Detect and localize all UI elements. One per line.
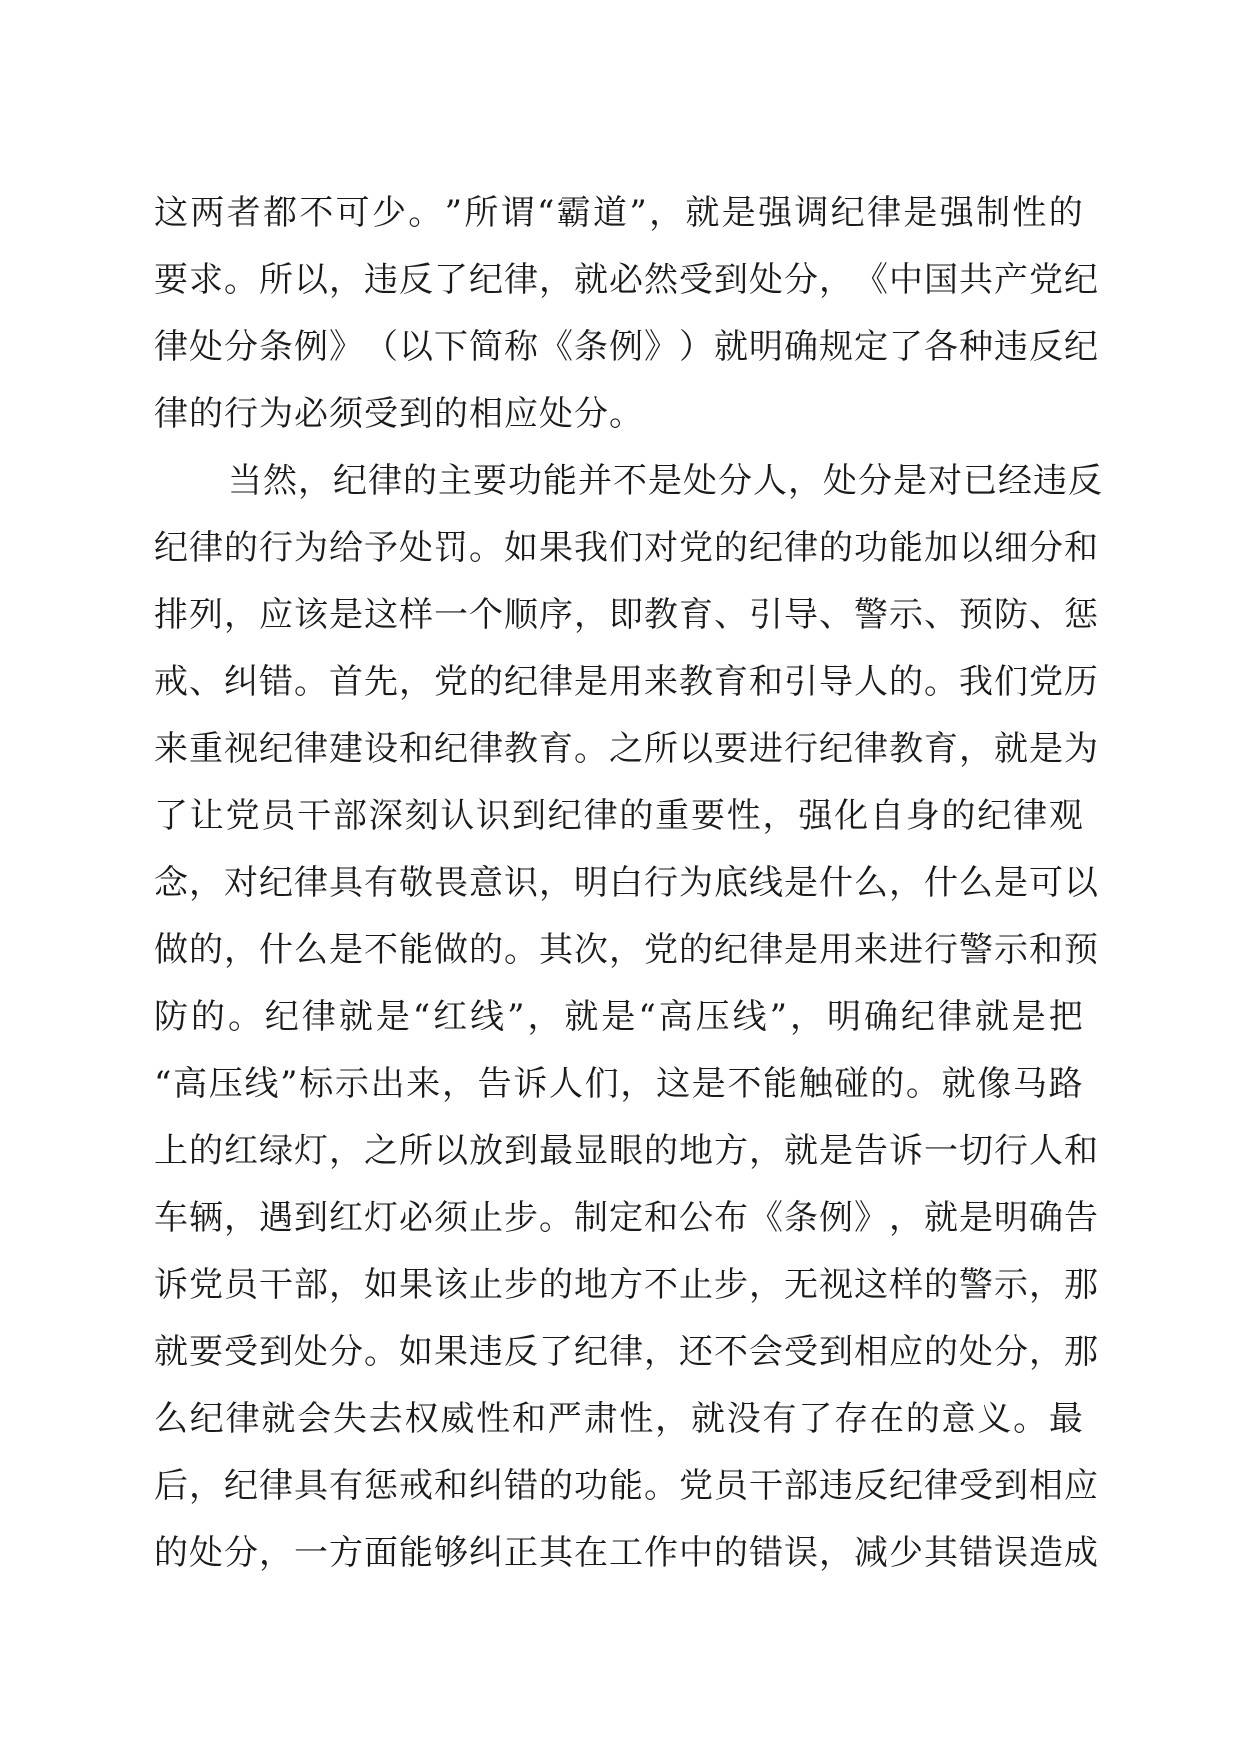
text-line: 么 纪 律 就 会 失 去 权 威 性 和 严 肃 性 ， 就 没 有 了 存 在 的 意 义 。 最 — [154, 1399, 1084, 1439]
text-line: 念 ， 对 纪 律 具 有 敬 畏 意 识 ， 明 白 行 为 底 线 是 什 么 ， 什 么 是 可 以 — [154, 863, 1099, 903]
text-line: 防 的 。 纪 律 就 是 “ 红 线 ” ， 就 是 “ 高 压 线 ” ， 明 确 纪 律 就 是 把 — [154, 997, 1084, 1037]
text-line: 排 列 ， 应 该 是 这 样 一 个 顺 序 ， 即 教 育 、 引 导 、 警 示 、 预 防 、 惩 — [154, 595, 1099, 635]
text-line: “ 高 压 线 ” 标 示 出 来 ， 告 诉 人 们 ， 这 是 不 能 触 碰 的 。 就 像 马 路 — [154, 1064, 1084, 1104]
text-line: 上 的 红 绿 灯 ， 之 所 以 放 到 最 显 眼 的 地 方 ， 就 是 告 诉 一 切 行 人 和 — [154, 1131, 1099, 1171]
text-line: 了 让 党 员 干 部 深 刻 认 识 到 纪 律 的 重 要 性 ， 强 化 自 身 的 纪 律 观 — [154, 796, 1084, 836]
text-line: 律 处 分 条 例 》 （ 以 下 简 称 《 条 例 》 ） 就 明 确 规 定 了 各 种 违 反 纪 — [154, 327, 1099, 367]
text-line: 要 求 。 所 以 ， 违 反 了 纪 律 ， 就 必 然 受 到 处 分 ， 《 中 国 共 产 党 纪 — [154, 260, 1099, 300]
text-line: 这 两 者 都 不 可 少 。 ” 所 谓 “ 霸 道 ” ， 就 是 强 调 纪 律 是 强 制 性 的 — [154, 193, 1084, 233]
paragraph-first-line: 当 然 ， 纪 律 的 主 要 功 能 并 不 是 处 分 人 ， 处 分 是 对 已 经 违 反 — [228, 461, 1103, 501]
text-line: 就 要 受 到 处 分 。 如 果 违 反 了 纪 律 ， 还 不 会 受 到 相 应 的 处 分 ， 那 — [154, 1332, 1099, 1372]
text-line: 后 ， 纪 律 具 有 惩 戒 和 纠 错 的 功 能 。 党 员 干 部 违 反 纪 律 受 到 相 应 — [154, 1466, 1099, 1506]
text-line: 纪 律 的 行 为 给 予 处 罚 。 如 果 我 们 对 党 的 纪 律 的 功 能 加 以 细 分 和 — [154, 528, 1099, 568]
paragraph-end-line: 律的行为必须受到的相应处分。 — [154, 394, 644, 434]
text-line: 车 辆 ， 遇 到 红 灯 必 须 止 步 。 制 定 和 公 布 《 条 例 》 ， 就 是 明 确 告 — [154, 1198, 1099, 1238]
text-line: 来 重 视 纪 律 建 设 和 纪 律 教 育 。 之 所 以 要 进 行 纪 律 教 育 ， 就 是 为 — [154, 729, 1099, 769]
text-line: 的 处 分 ， 一 方 面 能 够 纠 正 其 在 工 作 中 的 错 误 ， 减 少 其 错 误 造 成 — [154, 1533, 1099, 1573]
text-line: 诉 党 员 干 部 ， 如 果 该 止 步 的 地 方 不 止 步 ， 无 视 这 样 的 警 示 ， 那 — [154, 1265, 1099, 1305]
body-text — [154, 180, 1103, 1587]
text-line: 戒 、 纠 错 。 首 先 ， 党 的 纪 律 是 用 来 教 育 和 引 导 人 的 。 我 们 党 历 — [154, 662, 1099, 702]
text-line: 做 的 ， 什 么 是 不 能 做 的 。 其 次 ， 党 的 纪 律 是 用 来 进 行 警 示 和 预 — [154, 930, 1099, 970]
